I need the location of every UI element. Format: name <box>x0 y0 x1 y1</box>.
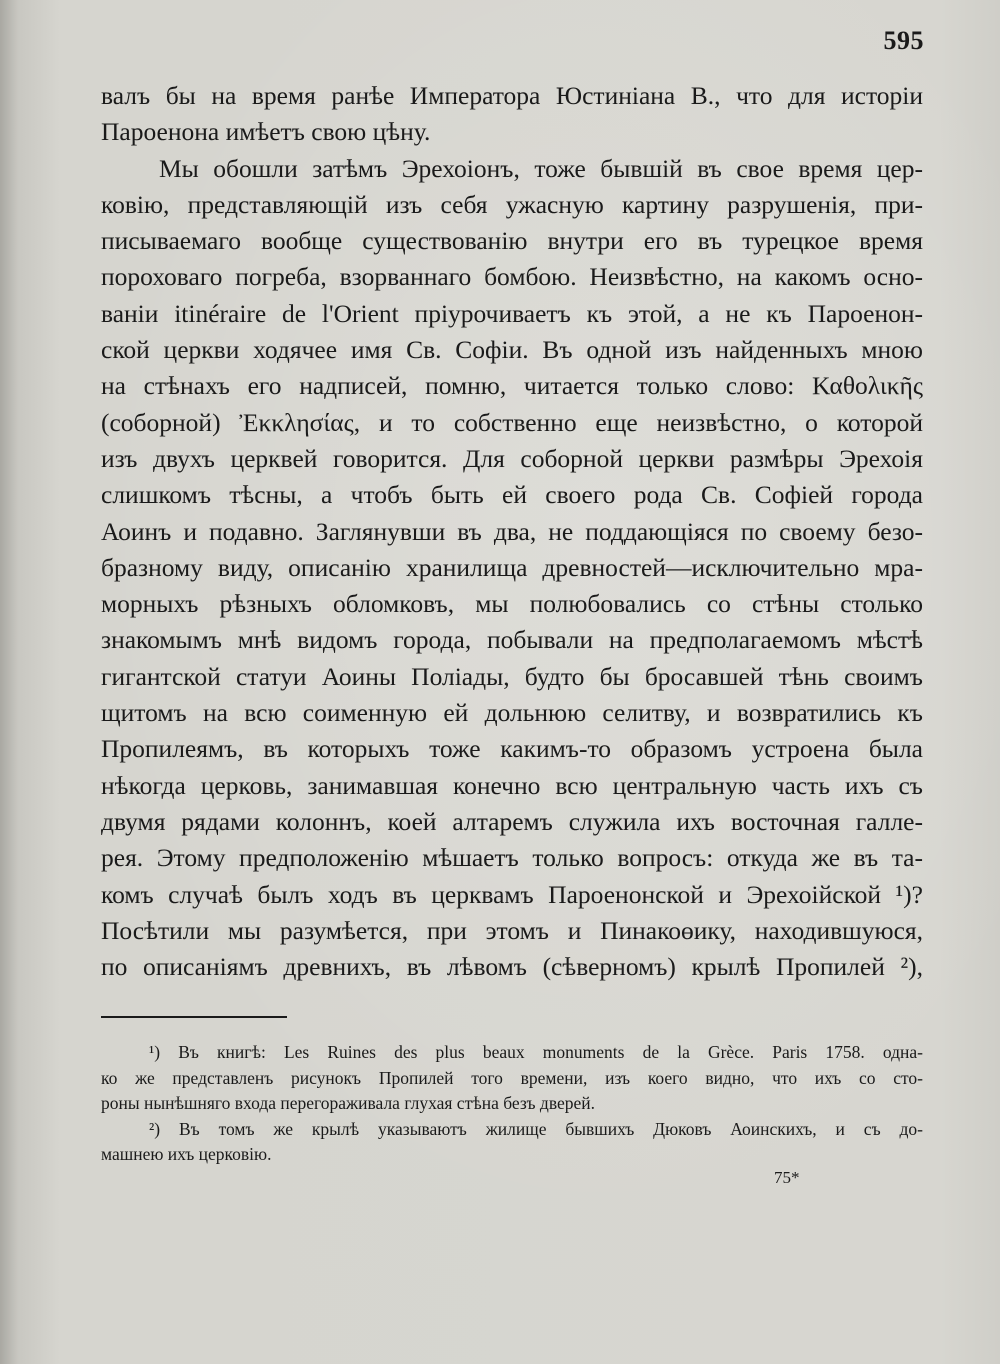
text-line: знакомымъ мнѣ видомъ города, побывали на предполагаемомъ мѣстѣ <box>101 625 923 655</box>
text-line: валъ бы на время ранѣе Императора Юстиніана В., что для исторіи <box>101 81 923 110</box>
text-line: Посѣтили мы разумѣется, при этомъ и Пинакоөику, находившуюся, <box>101 915 923 945</box>
signature-mark: 75* <box>774 1168 800 1187</box>
text-line: (соборной) Ἐκκλησίας, и то собственно еще неизвѣстно, о которой <box>101 407 923 437</box>
footnote-line: ¹) Въ книгѣ: Les Ruines des plus beaux monuments de la Grèce. Paris 1758. одна- <box>149 1042 923 1062</box>
text-line: двумя рядами колоннъ, коей алтаремъ служила ихъ восточная галле- <box>101 806 923 836</box>
text-line: ваніи itinéraire de l'Orient пріурочиваетъ къ этой, а не къ Пароенон- <box>101 298 923 328</box>
text-line: Пароенона имѣетъ свою цѣну. <box>101 117 431 147</box>
footnote-separator <box>101 1016 287 1018</box>
text-line: ской церкви ходячее имя Св. Софіи. Въ одной изъ найденныхъ мною <box>101 335 923 365</box>
text-line: рея. Этому предположенію мѣшаетъ только вопросъ: откуда же въ та- <box>101 843 923 873</box>
text-line: на стѣнахъ его надписей, помню, читается только слово: Καθολικῆς <box>101 371 923 401</box>
page-number: 595 <box>883 26 924 55</box>
text-line: ковію, представляющій изъ себя ужасную картину разрушенія, при- <box>101 189 923 219</box>
text-line: слишкомъ тѣсны, а чтобъ быть ей своего рода Св. Софіей города <box>101 480 923 510</box>
text-line: Мы обошли затѣмъ Эрехоіонъ, тоже бывшій въ свое время цер- <box>159 153 923 183</box>
text-line: Аоинъ и подавно. Заглянувши въ два, не поддающіяся по своему безо- <box>101 516 923 546</box>
text-line: комъ случаѣ былъ ходъ въ церквамъ Пароенонской и Эрехоійской ¹)? <box>101 879 923 909</box>
text-line: нѣкогда церковь, занимавшая конечно всю центральную часть ихъ съ <box>101 770 923 800</box>
text-line: щитомъ на всю соименную ей дольнюю селитву, и возвратились къ <box>101 698 923 728</box>
main-text <box>101 78 923 985</box>
footnotes <box>101 1040 923 1168</box>
text-line: гигантской статуи Аоины Поліады, будто бы бросавшей тѣнь своимъ <box>101 661 923 691</box>
text-line: писываемаго вообще существованію внутри его въ турецкое время <box>101 226 923 256</box>
text-line: Пропилеямъ, въ которыхъ тоже какимъ-то образомъ устроена была <box>101 734 923 764</box>
text-line: пороховаго погреба, взорваннаго бомбою. Неизвѣстно, на какомъ осно- <box>101 262 923 292</box>
footnote-line: роны нынѣшняго входа перегораживала глухая стѣна безъ дверей. <box>101 1093 596 1113</box>
footnote-line: машнею ихъ церковію. <box>101 1144 272 1164</box>
text-line: по описаніямъ древнихъ, въ лѣвомъ (сѣверномъ) крылѣ Пропилей ²), <box>101 952 923 982</box>
footnote-line: ко же представленъ рисунокъ Пропилей того времени, изъ коего видно, что ихъ со сто- <box>101 1067 923 1088</box>
footnote-line: ²) Въ томъ же крылѣ указываютъ жилище бывшихъ Дюковъ Аоинскихъ, и съ до- <box>149 1118 923 1139</box>
text-line: морныхъ рѣзныхъ обломковъ, мы полюбовались со стѣны столько <box>101 589 923 619</box>
text-line: бразному виду, описанію хранилища древностей—исключительно мра- <box>101 552 923 582</box>
text-line: изъ двухъ церквей говорится. Для соборной церкви размѣры Эрехоія <box>101 443 923 473</box>
